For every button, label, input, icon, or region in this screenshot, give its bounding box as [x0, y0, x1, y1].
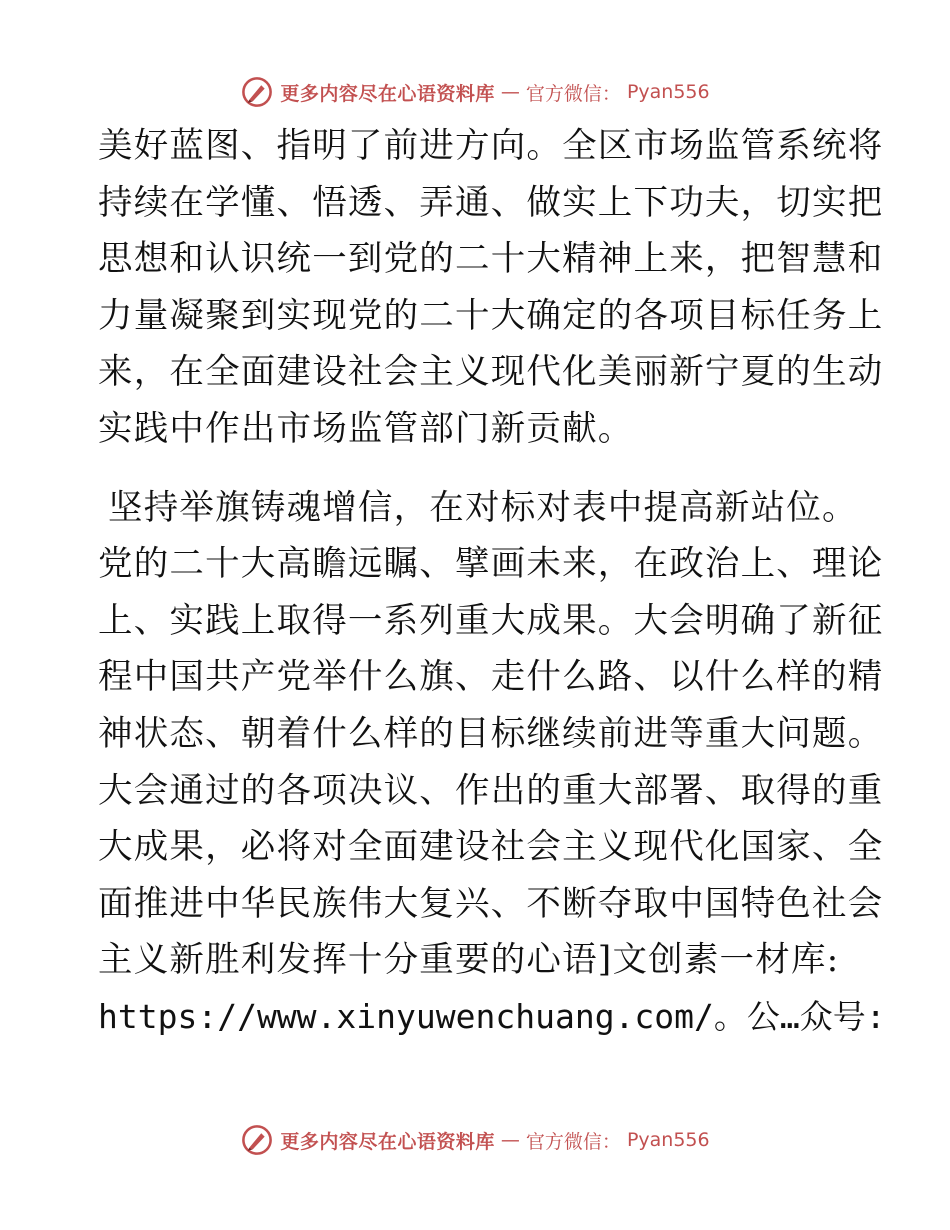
document-body	[98, 118, 886, 1046]
watermark-wechat-label: 官方微信：	[525, 82, 621, 105]
watermark-wechat-id: Pyan556	[626, 81, 710, 103]
section-heading-line: 坚持举旗铸魂增信，在对标对表中提高新站位。	[108, 487, 858, 528]
text-line: 面推进中华民族伟大复兴、不断夺取中国特色社会	[98, 883, 884, 924]
watermark-title: 更多内容尽在心语资料库	[280, 1130, 495, 1153]
text-line: 持续在学懂、悟透、弄通、做实上下功夫，切实把	[98, 182, 884, 223]
text-line: 大成果，必将对全面建设社会主义现代化国家、全	[98, 827, 884, 868]
watermark-header	[0, 72, 950, 112]
paragraph-1	[98, 118, 884, 458]
watermark-separator: —	[500, 1129, 520, 1151]
text-line: 主义新胜利发挥十分重要的心语]文创素一材库:	[98, 940, 840, 981]
watermark-wechat-id: Pyan556	[626, 1129, 710, 1151]
text-line: 程中国共产党举什么旗、走什么路、以什么样的精	[98, 657, 884, 698]
text-line: 党的二十大高瞻远瞩、擘画未来，在政治上、理论	[98, 544, 884, 585]
text-line: 上、实践上取得一系列重大成果。大会明确了新征	[98, 600, 884, 641]
pen-circle-logo-icon	[240, 1123, 274, 1157]
url-text-line: https://www.xinyuwenchuang.com/。公…众号:	[98, 996, 886, 1036]
text-line: 美好蓝图、指明了前进方向。全区市场监管系统将	[98, 126, 884, 166]
watermark-title: 更多内容尽在心语资料库	[280, 82, 495, 105]
watermark-wechat-label: 官方微信：	[525, 1130, 621, 1153]
text-line: 大会通过的各项决议、作出的重大部署、取得的重	[98, 770, 884, 811]
text-line: 来，在全面建设社会主义现代化美丽新宁夏的生动	[98, 352, 884, 393]
watermark-separator: —	[500, 81, 520, 103]
text-line: 神状态、朝着什么样的目标继续前进等重大问题。	[98, 713, 884, 754]
text-line: 实践中作出市场监管部门新贡献。	[98, 408, 634, 449]
text-line: 思想和认识统一到党的二十大精神上来，把智慧和	[98, 239, 884, 280]
pen-circle-logo-icon	[240, 75, 274, 109]
watermark-footer	[0, 1120, 950, 1160]
paragraph-2	[98, 480, 886, 1046]
text-line: 力量凝聚到实现党的二十大确定的各项目标任务上	[98, 295, 884, 336]
